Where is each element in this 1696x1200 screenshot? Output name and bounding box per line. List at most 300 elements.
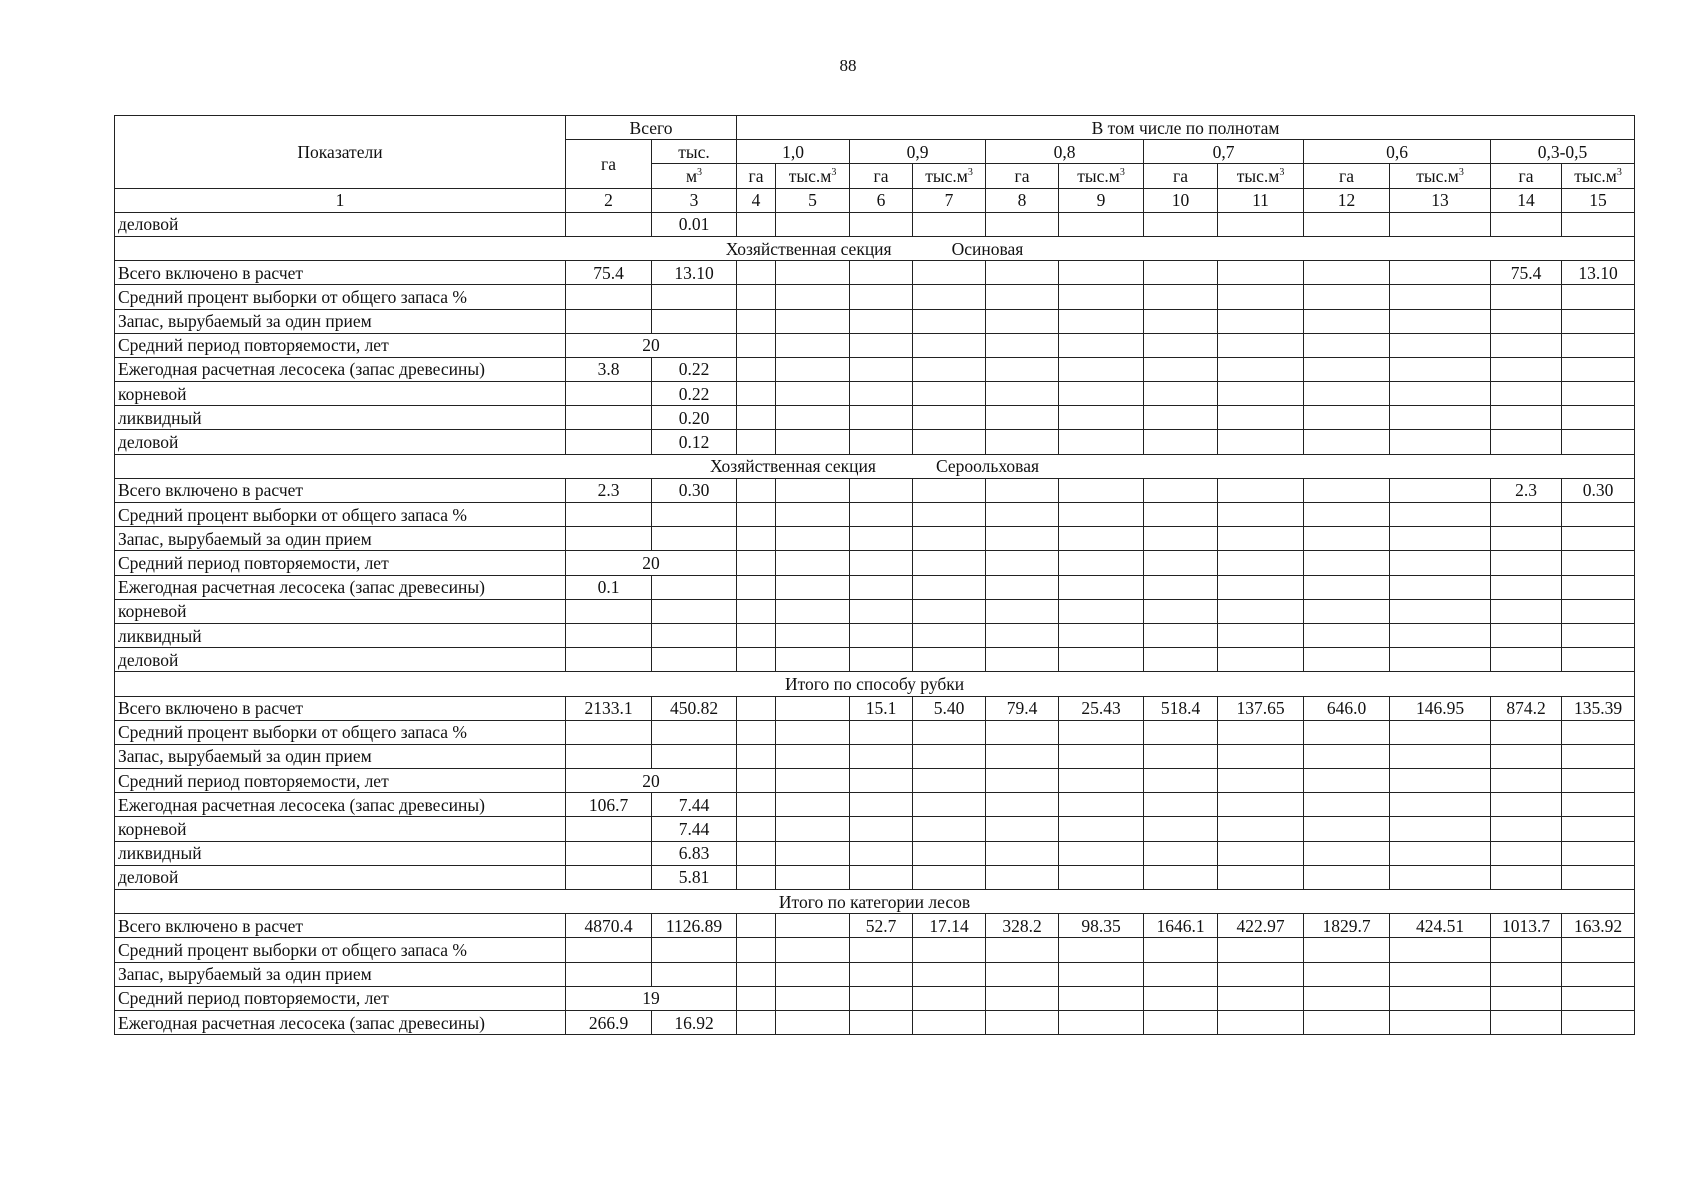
cell-col-10: 1646.1: [1144, 914, 1218, 938]
cell-col-13: [1390, 357, 1491, 381]
header-density: 0,8: [986, 140, 1144, 164]
cell-col-5: [776, 720, 850, 744]
cell-col-2: 4870.4: [566, 914, 652, 938]
table-row: [115, 696, 1635, 720]
table-row: [115, 551, 1635, 575]
cell-col-11: [1218, 1010, 1304, 1034]
column-number: 10: [1144, 188, 1218, 212]
cell-col-10: [1144, 551, 1218, 575]
row-label: деловой: [115, 865, 566, 889]
table-row: [115, 962, 1635, 986]
cell-col-15: [1562, 575, 1635, 599]
cell-col-13: [1390, 1010, 1491, 1034]
cell-col-3: 0.30: [652, 478, 737, 502]
column-number: 2: [566, 188, 652, 212]
cell-col-11: [1218, 527, 1304, 551]
cell-col-6: [850, 841, 913, 865]
superscript: 3: [697, 167, 703, 179]
header-total-ha: га: [566, 140, 652, 188]
cell-col-6: [850, 478, 913, 502]
cell-col-13: 146.95: [1390, 696, 1491, 720]
row-label: корневой: [115, 817, 566, 841]
cell-col-4: [737, 696, 776, 720]
cell-col-5: [776, 744, 850, 768]
table-row: [115, 503, 1635, 527]
cell-col-3: [652, 285, 737, 309]
cell-col-12: [1304, 309, 1390, 333]
cell-col-4: [737, 478, 776, 502]
column-number: 13: [1390, 188, 1491, 212]
cell-col-3: [652, 309, 737, 333]
section-title: [115, 454, 1635, 478]
row-label: Всего включено в расчет: [115, 696, 566, 720]
cell-col-10: [1144, 623, 1218, 647]
cell-col-13: [1390, 841, 1491, 865]
cell-col-12: [1304, 382, 1390, 406]
cell-col-6: 52.7: [850, 914, 913, 938]
cell-col-3: [652, 962, 737, 986]
cell-col-4: [737, 769, 776, 793]
row-label: Запас, вырубаемый за один прием: [115, 309, 566, 333]
cell-col-7: [913, 478, 986, 502]
cell-col-9: [1059, 406, 1144, 430]
cell-col-3: [652, 503, 737, 527]
cell-col-14: [1491, 551, 1562, 575]
cell-col-3: 16.92: [652, 1010, 737, 1034]
cell-col-6: [850, 285, 913, 309]
cell-col-6: [850, 357, 913, 381]
cell-col-14: [1491, 938, 1562, 962]
cell-col-11: 137.65: [1218, 696, 1304, 720]
cell-col-3: [652, 623, 737, 647]
cell-col-3: 0.01: [652, 212, 737, 236]
header-ha: га: [1144, 164, 1218, 188]
cell-col-8: [986, 333, 1059, 357]
table-row: [115, 599, 1635, 623]
cell-col-14: [1491, 1010, 1562, 1034]
table-row: [115, 865, 1635, 889]
table-row: [115, 914, 1635, 938]
cell-col-9: [1059, 769, 1144, 793]
row-label: Запас, вырубаемый за один прием: [115, 527, 566, 551]
cell-col-3: [652, 648, 737, 672]
cell-col-12: [1304, 575, 1390, 599]
cell-col-2: [566, 720, 652, 744]
cell-col-8: [986, 309, 1059, 333]
cell-col-7: [913, 575, 986, 599]
cell-col-15: [1562, 333, 1635, 357]
cell-col-2: 266.9: [566, 1010, 652, 1034]
header-thous-m3: $тыс.м^3$: [1390, 164, 1491, 188]
cell-col-12: [1304, 744, 1390, 768]
cell-col-6: [850, 261, 913, 285]
header-density: 1,0: [737, 140, 850, 164]
header-density: 0,7: [1144, 140, 1304, 164]
table-row: [115, 841, 1635, 865]
cell-col-9: [1059, 744, 1144, 768]
cell-col-10: [1144, 841, 1218, 865]
cell-col-5: [776, 527, 850, 551]
cell-col-10: [1144, 575, 1218, 599]
cell-col-6: [850, 430, 913, 454]
cell-col-12: [1304, 865, 1390, 889]
cell-col-7: [913, 744, 986, 768]
cell-col-12: [1304, 285, 1390, 309]
cell-col-10: [1144, 986, 1218, 1010]
superscript: 3: [831, 167, 837, 179]
cell-col-2: [566, 285, 652, 309]
column-number: 5: [776, 188, 850, 212]
cell-col-3: 0.22: [652, 382, 737, 406]
cell-col-3: [652, 744, 737, 768]
cell-col-9: [1059, 938, 1144, 962]
header-ha: га: [850, 164, 913, 188]
cell-col-5: [776, 309, 850, 333]
cell-col-14: [1491, 841, 1562, 865]
table-row: [115, 938, 1635, 962]
cell-col-3: 13.10: [652, 261, 737, 285]
cell-col-15: [1562, 430, 1635, 454]
cell-col-11: [1218, 865, 1304, 889]
cell-col-13: [1390, 503, 1491, 527]
row-label: Средний процент выборки от общего запаса %: [115, 938, 566, 962]
cell-col-7: [913, 430, 986, 454]
cell-col-8: [986, 769, 1059, 793]
cell-col-10: [1144, 769, 1218, 793]
table-row: [115, 357, 1635, 381]
cell-col-4: [737, 938, 776, 962]
cell-col-15: [1562, 938, 1635, 962]
cell-col-15: [1562, 986, 1635, 1010]
cell-col-13: 424.51: [1390, 914, 1491, 938]
table-row: [115, 648, 1635, 672]
cell-col-9: [1059, 865, 1144, 889]
cell-col-5: [776, 696, 850, 720]
cell-col-4: [737, 793, 776, 817]
cell-col-15: [1562, 744, 1635, 768]
cell-col-13: [1390, 406, 1491, 430]
cell-col-14: [1491, 817, 1562, 841]
cell-col-7: [913, 841, 986, 865]
cell-col-12: [1304, 430, 1390, 454]
cell-col-14: [1491, 986, 1562, 1010]
cell-col-15: [1562, 599, 1635, 623]
cell-col-8: 328.2: [986, 914, 1059, 938]
cell-col-10: [1144, 333, 1218, 357]
table-row: [115, 527, 1635, 551]
cell-col-2: [566, 648, 652, 672]
cell-col-12: [1304, 357, 1390, 381]
table-row: [115, 817, 1635, 841]
section-title: [115, 672, 1635, 696]
cell-col-12: 646.0: [1304, 696, 1390, 720]
cell-col-12: [1304, 986, 1390, 1010]
cell-col-10: [1144, 1010, 1218, 1034]
cell-col-2: [566, 623, 652, 647]
cell-col-13: [1390, 962, 1491, 986]
section-row: [115, 454, 1635, 478]
header-thous-m3: $тыс.м^3$: [1218, 164, 1304, 188]
cell-col-8: [986, 938, 1059, 962]
cell-col-8: [986, 986, 1059, 1010]
section-row: [115, 236, 1635, 260]
header-ha: га: [1491, 164, 1562, 188]
cell-col-8: [986, 551, 1059, 575]
cell-col-14: [1491, 406, 1562, 430]
cell-col-4: [737, 406, 776, 430]
cell-col-15: [1562, 357, 1635, 381]
cell-col-13: [1390, 478, 1491, 502]
cell-col-11: [1218, 938, 1304, 962]
cell-col-9: [1059, 382, 1144, 406]
cell-col-6: [850, 599, 913, 623]
header-ha: га: [1304, 164, 1390, 188]
cell-col-14: [1491, 503, 1562, 527]
cell-col-11: [1218, 623, 1304, 647]
cell-col-9: [1059, 333, 1144, 357]
cell-col-7: [913, 817, 986, 841]
table-row: [115, 623, 1635, 647]
cell-col-6: [850, 962, 913, 986]
cell-col-7: [913, 1010, 986, 1034]
cell-col-9: [1059, 648, 1144, 672]
cell-col-8: [986, 261, 1059, 285]
cell-col-13: [1390, 382, 1491, 406]
cell-col-8: [986, 212, 1059, 236]
cell-col-7: [913, 865, 986, 889]
cell-col-11: [1218, 309, 1304, 333]
cell-col-11: [1218, 769, 1304, 793]
cell-col-3: 7.44: [652, 817, 737, 841]
row-label: Средний период повторяемости, лет: [115, 333, 566, 357]
cell-col-7: [913, 527, 986, 551]
cell-col-5: [776, 285, 850, 309]
cell-col-11: [1218, 285, 1304, 309]
cell-col-12: [1304, 648, 1390, 672]
cell-col-7: [913, 623, 986, 647]
cell-col-9: [1059, 720, 1144, 744]
cell-col-6: [850, 744, 913, 768]
cell-col-10: [1144, 357, 1218, 381]
cell-col-6: 15.1: [850, 696, 913, 720]
cell-col-12: [1304, 406, 1390, 430]
cell-col-10: [1144, 744, 1218, 768]
cell-col-15: [1562, 503, 1635, 527]
cell-col-13: [1390, 527, 1491, 551]
cell-col-9: [1059, 962, 1144, 986]
cell-col-13: [1390, 575, 1491, 599]
cell-col-5: [776, 1010, 850, 1034]
superscript: 3: [1119, 167, 1125, 179]
header-density: 0,9: [850, 140, 986, 164]
table-body: [115, 116, 1635, 1035]
cell-col-13: [1390, 769, 1491, 793]
cell-col-9: 98.35: [1059, 914, 1144, 938]
cell-col-9: [1059, 841, 1144, 865]
cell-col-7: [913, 212, 986, 236]
cell-col-12: [1304, 261, 1390, 285]
cell-col-2: 0.1: [566, 575, 652, 599]
cell-col-4: [737, 382, 776, 406]
cell-col-14: [1491, 527, 1562, 551]
cell-col-6: [850, 406, 913, 430]
merged-value: 20: [566, 551, 737, 575]
cell-col-12: [1304, 938, 1390, 962]
cell-col-15: [1562, 527, 1635, 551]
cell-col-2: 3.8: [566, 357, 652, 381]
cell-col-13: [1390, 309, 1491, 333]
cell-col-7: [913, 333, 986, 357]
cell-col-14: [1491, 333, 1562, 357]
cell-col-8: [986, 503, 1059, 527]
cell-col-12: [1304, 478, 1390, 502]
cell-col-12: [1304, 333, 1390, 357]
cell-col-8: [986, 744, 1059, 768]
cell-col-6: [850, 212, 913, 236]
cell-col-10: [1144, 285, 1218, 309]
cell-col-9: [1059, 357, 1144, 381]
cell-col-11: [1218, 503, 1304, 527]
table-row: [115, 769, 1635, 793]
cell-col-10: [1144, 261, 1218, 285]
page-number: 88: [839, 56, 857, 75]
column-number: 11: [1218, 188, 1304, 212]
row-label: корневой: [115, 599, 566, 623]
cell-col-10: [1144, 648, 1218, 672]
cell-col-7: [913, 648, 986, 672]
cell-col-15: 135.39: [1562, 696, 1635, 720]
cell-col-6: [850, 527, 913, 551]
header-thous-m3: $тыс.м^3$: [1562, 164, 1635, 188]
row-label: Средний период повторяемости, лет: [115, 769, 566, 793]
cell-col-5: [776, 575, 850, 599]
row-label: Запас, вырубаемый за один прием: [115, 962, 566, 986]
header-total-thous: тыс.: [652, 140, 737, 164]
cell-col-7: [913, 503, 986, 527]
cell-col-6: [850, 986, 913, 1010]
table-row: [115, 261, 1635, 285]
cell-col-4: [737, 527, 776, 551]
cell-col-15: [1562, 309, 1635, 333]
cell-col-8: [986, 648, 1059, 672]
cell-col-6: [850, 793, 913, 817]
cell-col-9: [1059, 527, 1144, 551]
cell-col-5: [776, 793, 850, 817]
cell-col-4: [737, 1010, 776, 1034]
cell-col-11: [1218, 382, 1304, 406]
cell-col-5: [776, 406, 850, 430]
row-label: Всего включено в расчет: [115, 261, 566, 285]
cell-col-10: [1144, 962, 1218, 986]
cell-col-8: [986, 382, 1059, 406]
cell-col-8: [986, 357, 1059, 381]
row-label: деловой: [115, 430, 566, 454]
cell-col-10: [1144, 793, 1218, 817]
section-title-text: Итого по категории лесов: [778, 891, 971, 912]
cell-col-4: [737, 575, 776, 599]
cell-col-14: [1491, 744, 1562, 768]
cell-col-4: [737, 285, 776, 309]
cell-col-5: [776, 962, 850, 986]
cell-col-6: [850, 551, 913, 575]
cell-col-8: [986, 865, 1059, 889]
cell-col-15: [1562, 1010, 1635, 1034]
cell-col-2: [566, 382, 652, 406]
cell-col-13: [1390, 938, 1491, 962]
cell-col-6: [850, 382, 913, 406]
cell-col-2: [566, 309, 652, 333]
cell-col-11: [1218, 720, 1304, 744]
column-number: 7: [913, 188, 986, 212]
superscript: 3: [1458, 167, 1464, 179]
column-number: 3: [652, 188, 737, 212]
cell-col-4: [737, 212, 776, 236]
cell-col-10: [1144, 212, 1218, 236]
cell-col-3: [652, 575, 737, 599]
cell-col-15: [1562, 551, 1635, 575]
cell-col-12: [1304, 769, 1390, 793]
row-label: ликвидный: [115, 623, 566, 647]
cell-col-15: 163.92: [1562, 914, 1635, 938]
cell-col-9: [1059, 986, 1144, 1010]
cell-col-4: [737, 599, 776, 623]
cell-col-4: [737, 430, 776, 454]
cell-col-5: [776, 914, 850, 938]
header-thous-m3: $тыс.м^3$: [1059, 164, 1144, 188]
column-number: 1: [115, 188, 566, 212]
table-row: [115, 285, 1635, 309]
superscript: 3: [1616, 167, 1622, 179]
cell-col-8: [986, 1010, 1059, 1034]
row-label: ликвидный: [115, 406, 566, 430]
cell-col-10: 518.4: [1144, 696, 1218, 720]
row-label: Средний период повторяемости, лет: [115, 551, 566, 575]
cell-col-4: [737, 986, 776, 1010]
header-row: [115, 116, 1635, 140]
cell-col-15: [1562, 962, 1635, 986]
cell-col-10: [1144, 720, 1218, 744]
cell-col-7: [913, 986, 986, 1010]
cell-col-11: [1218, 599, 1304, 623]
cell-col-7: [913, 720, 986, 744]
section-name: Сероольховая: [935, 456, 1040, 477]
cell-col-13: [1390, 551, 1491, 575]
header-density: 0,3-0,5: [1491, 140, 1635, 164]
cell-col-11: [1218, 986, 1304, 1010]
section-title: [115, 890, 1635, 914]
cell-col-8: [986, 962, 1059, 986]
cell-col-7: [913, 406, 986, 430]
cell-col-6: [850, 648, 913, 672]
cell-col-15: [1562, 648, 1635, 672]
cell-col-7: [913, 793, 986, 817]
cell-col-3: [652, 599, 737, 623]
row-label: Запас, вырубаемый за один прием: [115, 744, 566, 768]
cell-col-13: [1390, 430, 1491, 454]
cell-col-10: [1144, 406, 1218, 430]
cell-col-14: [1491, 865, 1562, 889]
cell-col-12: [1304, 841, 1390, 865]
section-name: Осиновая: [951, 238, 1024, 259]
cell-col-5: [776, 769, 850, 793]
cell-col-6: [850, 938, 913, 962]
cell-col-4: [737, 551, 776, 575]
cell-col-6: [850, 503, 913, 527]
section-title-text: Хозяйственная секция: [725, 238, 892, 259]
cell-col-7: [913, 285, 986, 309]
cell-col-15: [1562, 793, 1635, 817]
cell-col-5: [776, 986, 850, 1010]
